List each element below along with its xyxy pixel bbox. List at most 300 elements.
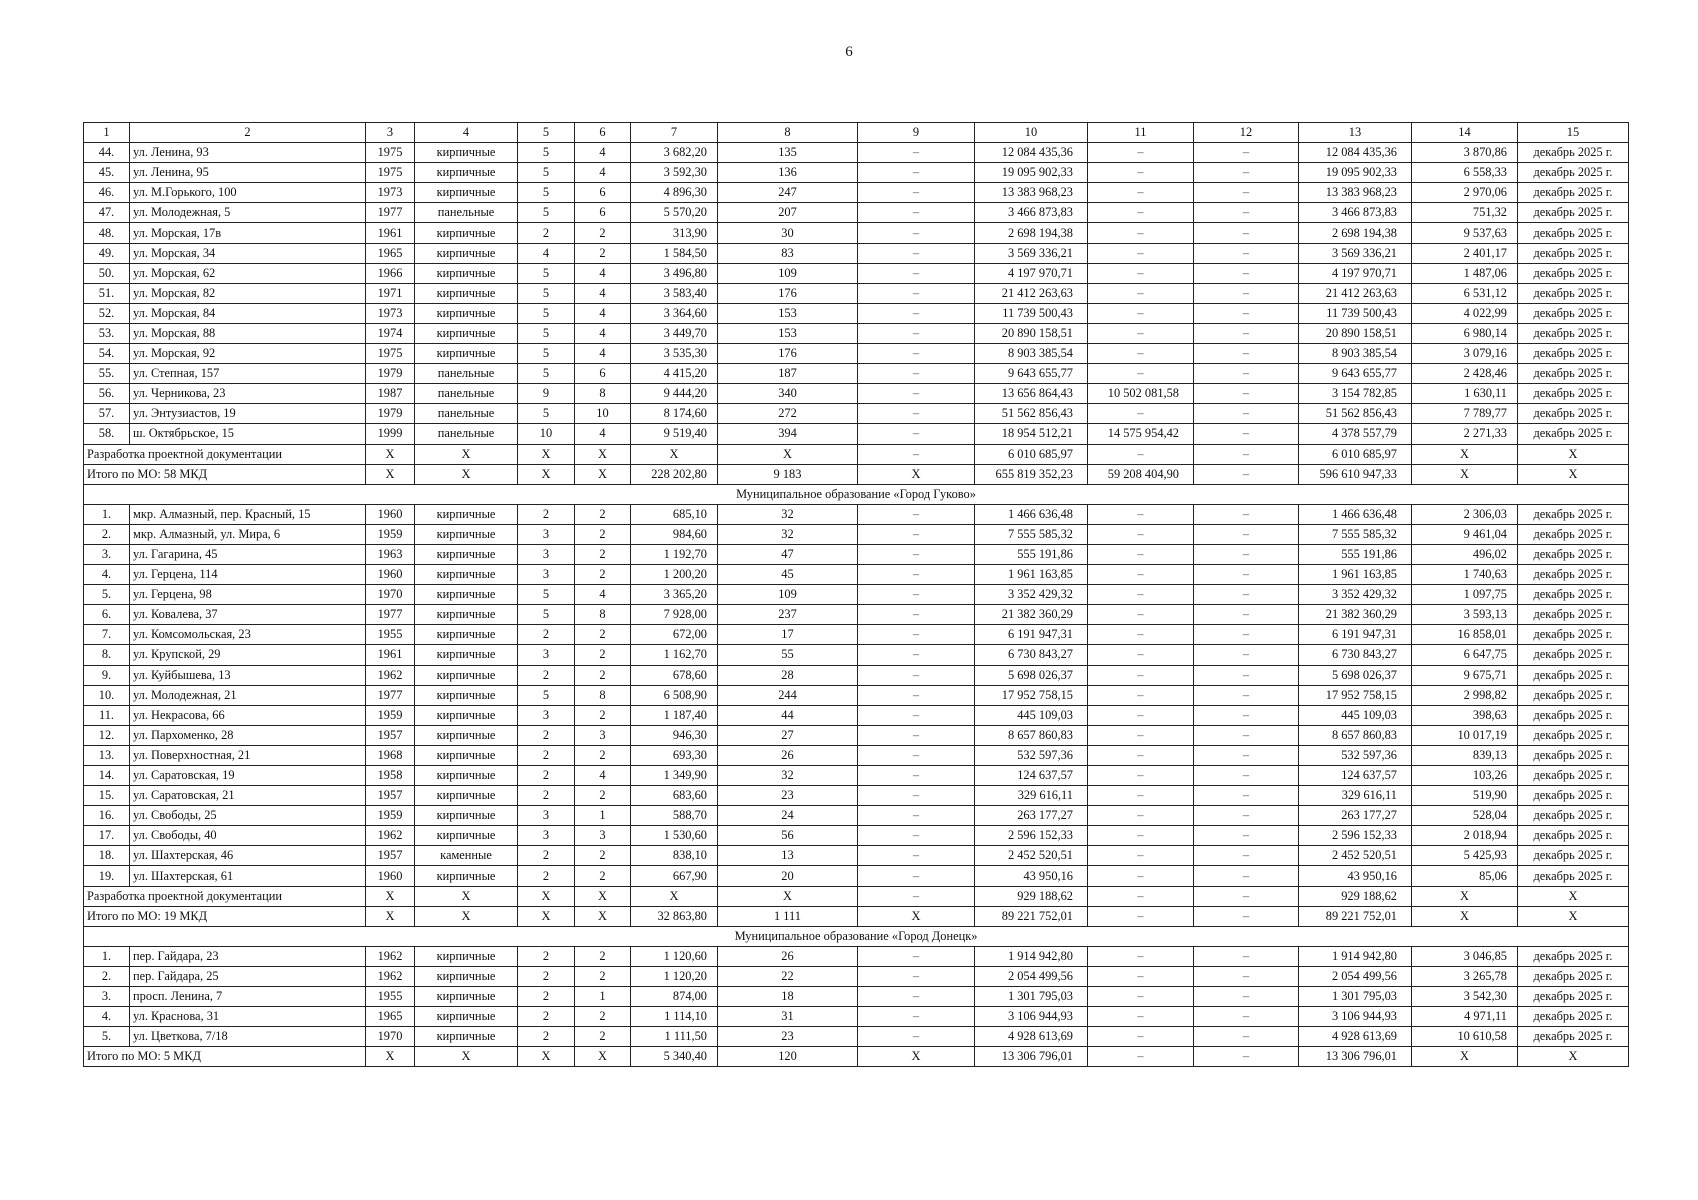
table-cell: декабрь 2025 г. [1518, 645, 1629, 665]
table-cell: – [858, 565, 975, 585]
address-cell: просп. Ленина, 7 [130, 987, 366, 1007]
table-row [84, 323, 1629, 343]
table-cell: 4 896,30 [631, 183, 718, 203]
section-header-row [84, 926, 1629, 946]
table-cell: 5 425,93 [1412, 846, 1518, 866]
table-cell: – [858, 665, 975, 685]
table-cell: 19 095 902,33 [975, 163, 1088, 183]
table-cell: – [1194, 364, 1299, 384]
table-cell: X [1412, 1047, 1518, 1067]
table-cell: – [1194, 504, 1299, 524]
table-cell: 5 [518, 585, 575, 605]
table-cell: 5 340,40 [631, 1047, 718, 1067]
table-cell: 9 519,40 [631, 424, 718, 444]
table-cell: кирпичные [415, 1007, 518, 1027]
table-cell: 6 010 685,97 [975, 444, 1088, 464]
table-row [84, 665, 1629, 685]
table-cell: 1977 [366, 605, 415, 625]
table-cell: 683,60 [631, 786, 718, 806]
table-cell: – [1194, 645, 1299, 665]
table-cell: – [858, 987, 975, 1007]
table-cell: 3 542,30 [1412, 987, 1518, 1007]
table-row [84, 866, 1629, 886]
table-cell: 6. [84, 605, 130, 625]
table-cell: 984,60 [631, 524, 718, 544]
address-cell: ул. Саратовская, 19 [130, 766, 366, 786]
table-cell: 55. [84, 364, 130, 384]
table-cell: 874,00 [631, 987, 718, 1007]
table-cell: 10. [84, 685, 130, 705]
address-cell: ул. Свободы, 25 [130, 806, 366, 826]
table-cell: 4 [575, 766, 631, 786]
table-cell: кирпичные [415, 263, 518, 283]
table-cell: 1959 [366, 524, 415, 544]
table-cell: 1960 [366, 504, 415, 524]
table-cell: 17 952 758,15 [1299, 685, 1412, 705]
table-cell: – [1194, 906, 1299, 926]
table-cell: декабрь 2025 г. [1518, 283, 1629, 303]
table-cell: 16. [84, 806, 130, 826]
table-cell: – [1088, 283, 1194, 303]
table-cell: 4. [84, 565, 130, 585]
address-cell: ул. Некрасова, 66 [130, 705, 366, 725]
table-cell: декабрь 2025 г. [1518, 605, 1629, 625]
table-cell: 103,26 [1412, 766, 1518, 786]
section-header-row [84, 484, 1629, 504]
table-cell: 1 466 636,48 [1299, 504, 1412, 524]
table-cell: 26 [718, 946, 858, 966]
table-cell: X [1412, 906, 1518, 926]
table-cell: декабрь 2025 г. [1518, 203, 1629, 223]
table-cell: 3 496,80 [631, 263, 718, 283]
table-cell: – [1088, 665, 1194, 685]
table-cell: 3 592,30 [631, 163, 718, 183]
table-cell: – [1194, 946, 1299, 966]
table-cell: декабрь 2025 г. [1518, 826, 1629, 846]
table-cell: 1 114,10 [631, 1007, 718, 1027]
table-cell: 596 610 947,33 [1299, 464, 1412, 484]
table-cell: кирпичные [415, 565, 518, 585]
address-cell: ул. Крупской, 29 [130, 645, 366, 665]
table-cell: – [1088, 183, 1194, 203]
table-cell: 2 596 152,33 [975, 826, 1088, 846]
table-cell: – [1194, 404, 1299, 424]
table-cell: – [1088, 323, 1194, 343]
table-cell: 3 352 429,32 [1299, 585, 1412, 605]
table-cell: 1955 [366, 987, 415, 1007]
table-cell: – [858, 183, 975, 203]
address-cell: ул. Молодежная, 5 [130, 203, 366, 223]
table-cell: 3 682,20 [631, 143, 718, 163]
table-cell: – [858, 605, 975, 625]
table-cell: кирпичные [415, 303, 518, 323]
table-cell: кирпичные [415, 806, 518, 826]
table-cell: 26 [718, 745, 858, 765]
table-cell: декабрь 2025 г. [1518, 585, 1629, 605]
table-cell: 3 365,20 [631, 585, 718, 605]
table-cell: 329 616,11 [975, 786, 1088, 806]
table-cell: – [1194, 866, 1299, 886]
table-cell: декабрь 2025 г. [1518, 303, 1629, 323]
table-cell: 20 890 158,51 [1299, 323, 1412, 343]
table-cell: 5 [518, 203, 575, 223]
table-cell: 2 [575, 504, 631, 524]
table-row [84, 786, 1629, 806]
table-cell: 244 [718, 685, 858, 705]
table-cell: 528,04 [1412, 806, 1518, 826]
table-cell: 3 535,30 [631, 344, 718, 364]
table-cell: – [858, 685, 975, 705]
address-cell: ул. Молодежная, 21 [130, 685, 366, 705]
table-cell: – [858, 705, 975, 725]
address-cell: ул. Поверхностная, 21 [130, 745, 366, 765]
address-cell: ул. Гагарина, 45 [130, 544, 366, 564]
table-cell: 8 [575, 605, 631, 625]
table-cell: 11 739 500,43 [1299, 303, 1412, 323]
table-cell: декабрь 2025 г. [1518, 745, 1629, 765]
table-cell: 519,90 [1412, 786, 1518, 806]
table-cell: – [1194, 1027, 1299, 1047]
table-cell: 4 [518, 243, 575, 263]
table-cell: 1973 [366, 303, 415, 323]
table-cell: 89 221 752,01 [975, 906, 1088, 926]
table-cell: 2 [575, 625, 631, 645]
table-cell: 19 095 902,33 [1299, 163, 1412, 183]
table-cell: – [858, 424, 975, 444]
table-cell: – [1088, 826, 1194, 846]
table-row [84, 303, 1629, 323]
address-cell: ул. Морская, 84 [130, 303, 366, 323]
table-cell: – [1088, 946, 1194, 966]
table-cell: 32 [718, 504, 858, 524]
table-cell: 2 [575, 1027, 631, 1047]
table-cell: декабрь 2025 г. [1518, 344, 1629, 364]
table-cell: 4 197 970,71 [975, 263, 1088, 283]
table-cell: – [1194, 524, 1299, 544]
address-cell: ул. Герцена, 98 [130, 585, 366, 605]
table-cell: 57. [84, 404, 130, 424]
table-cell: 2 054 499,56 [1299, 966, 1412, 986]
table-cell: X [575, 464, 631, 484]
table-cell: кирпичные [415, 725, 518, 745]
table-cell: X [1518, 886, 1629, 906]
table-cell: 1 097,75 [1412, 585, 1518, 605]
table-cell: 3 466 873,83 [975, 203, 1088, 223]
table-cell: 52. [84, 303, 130, 323]
table-cell: кирпичные [415, 585, 518, 605]
table-cell: 1959 [366, 806, 415, 826]
table-cell: 18. [84, 846, 130, 866]
summary-label: Разработка проектной документации [84, 886, 366, 906]
column-number-row [84, 123, 1629, 143]
table-cell: кирпичные [415, 987, 518, 1007]
table-cell: – [858, 846, 975, 866]
table-cell: 532 597,36 [1299, 745, 1412, 765]
table-cell: 18 954 512,21 [975, 424, 1088, 444]
table-row [84, 344, 1629, 364]
table-cell: – [1088, 645, 1194, 665]
table-row [84, 1007, 1629, 1027]
column-number-cell: 4 [415, 123, 518, 143]
table-cell: кирпичные [415, 826, 518, 846]
table-cell: 2 [575, 846, 631, 866]
summary-row [84, 464, 1629, 484]
table-cell: 47. [84, 203, 130, 223]
table-cell: – [1194, 605, 1299, 625]
table-cell: кирпичные [415, 1027, 518, 1047]
table-cell: 1 530,60 [631, 826, 718, 846]
table-cell: 1 914 942,80 [975, 946, 1088, 966]
table-cell: декабрь 2025 г. [1518, 404, 1629, 424]
summary-row [84, 906, 1629, 926]
table-cell: 1957 [366, 725, 415, 745]
table-cell: 13 [718, 846, 858, 866]
table-row [84, 605, 1629, 625]
table-cell: 946,30 [631, 725, 718, 745]
table-cell: 1975 [366, 344, 415, 364]
table-cell: 9 183 [718, 464, 858, 484]
address-cell: ул. Комсомольская, 23 [130, 625, 366, 645]
table-cell: декабрь 2025 г. [1518, 866, 1629, 886]
table-cell: 89 221 752,01 [1299, 906, 1412, 926]
table-cell: 2 [575, 243, 631, 263]
table-cell: 14 575 954,42 [1088, 424, 1194, 444]
table-cell: 47 [718, 544, 858, 564]
table-cell: 5. [84, 585, 130, 605]
table-cell: 32 863,80 [631, 906, 718, 926]
table-cell: 5 [518, 303, 575, 323]
table-cell: 14. [84, 766, 130, 786]
municipality-heading: Муниципальное образование «Город Донецк» [84, 926, 1629, 946]
table-cell: кирпичные [415, 625, 518, 645]
table-cell: 2 [518, 1007, 575, 1027]
table-cell: 7 789,77 [1412, 404, 1518, 424]
table-cell: кирпичные [415, 745, 518, 765]
table-cell: 7 928,00 [631, 605, 718, 625]
table-cell: 13. [84, 745, 130, 765]
table-cell: панельные [415, 384, 518, 404]
table-cell: 27 [718, 725, 858, 745]
table-cell: декабрь 2025 г. [1518, 705, 1629, 725]
table-cell: – [1088, 203, 1194, 223]
table-cell: – [858, 725, 975, 745]
table-cell: – [1088, 544, 1194, 564]
table-cell: – [1088, 685, 1194, 705]
table-cell: 176 [718, 344, 858, 364]
table-cell: 11 739 500,43 [975, 303, 1088, 323]
table-cell: 1 200,20 [631, 565, 718, 585]
table-cell: X [575, 906, 631, 926]
table-cell: 2 [575, 966, 631, 986]
summary-label: Разработка проектной документации [84, 444, 366, 464]
table-cell: 6 [575, 183, 631, 203]
table-cell: 83 [718, 243, 858, 263]
table-cell: 109 [718, 263, 858, 283]
table-cell: 3 569 336,21 [1299, 243, 1412, 263]
table-cell: 6 730 843,27 [1299, 645, 1412, 665]
table-cell: – [1194, 745, 1299, 765]
table-cell: – [1088, 364, 1194, 384]
table-cell: 5 [518, 143, 575, 163]
table-cell: декабрь 2025 г. [1518, 183, 1629, 203]
table-cell: 2 452 520,51 [1299, 846, 1412, 866]
table-cell: 2 [518, 846, 575, 866]
table-row [84, 745, 1629, 765]
table-cell: 30 [718, 223, 858, 243]
table-cell: 1 192,70 [631, 544, 718, 564]
table-cell: 9 461,04 [1412, 524, 1518, 544]
table-cell: 2 [575, 866, 631, 886]
table-cell: 555 191,86 [975, 544, 1088, 564]
table-cell: 555 191,86 [1299, 544, 1412, 564]
table-cell: 21 412 263,63 [1299, 283, 1412, 303]
table-cell: – [858, 866, 975, 886]
address-cell: ул. Энтузиастов, 19 [130, 404, 366, 424]
table-cell: 2 [575, 786, 631, 806]
address-cell: ул. Степная, 157 [130, 364, 366, 384]
table-cell: 2 [575, 223, 631, 243]
table-cell: 2 428,46 [1412, 364, 1518, 384]
table-cell: – [1194, 544, 1299, 564]
table-cell: кирпичные [415, 183, 518, 203]
table-cell: 187 [718, 364, 858, 384]
table-cell: – [1088, 906, 1194, 926]
summary-label: Итого по МО: 58 МКД [84, 464, 366, 484]
table-cell: – [858, 223, 975, 243]
address-cell: ул. Свободы, 40 [130, 826, 366, 846]
table-row [84, 846, 1629, 866]
column-number-cell: 11 [1088, 123, 1194, 143]
table-cell: 13 306 796,01 [1299, 1047, 1412, 1067]
table-cell: 5 [518, 344, 575, 364]
table-cell: X [1518, 906, 1629, 926]
table-cell: 6 [575, 364, 631, 384]
table-cell: X [518, 1047, 575, 1067]
table-cell: 13 656 864,43 [975, 384, 1088, 404]
table-cell: 2 [518, 766, 575, 786]
table-cell: X [1518, 464, 1629, 484]
table-cell: 1960 [366, 866, 415, 886]
table-cell: – [1088, 886, 1194, 906]
table-cell: 3 352 429,32 [975, 585, 1088, 605]
table-cell: 8. [84, 645, 130, 665]
table-cell: – [858, 323, 975, 343]
table-cell: 207 [718, 203, 858, 223]
table-cell: 1962 [366, 826, 415, 846]
table-cell: 1971 [366, 283, 415, 303]
table-cell: 17. [84, 826, 130, 846]
table-cell: 10 [575, 404, 631, 424]
municipality-heading: Муниципальное образование «Город Гуково» [84, 484, 1629, 504]
table-cell: 3 870,86 [1412, 143, 1518, 163]
table-cell: 1. [84, 504, 130, 524]
table-cell: 4 [575, 163, 631, 183]
table-cell: 838,10 [631, 846, 718, 866]
table-cell: декабрь 2025 г. [1518, 725, 1629, 745]
table-cell: 5 [518, 404, 575, 424]
table-cell: декабрь 2025 г. [1518, 1007, 1629, 1027]
table-cell: 1970 [366, 585, 415, 605]
table-cell: 22 [718, 966, 858, 986]
table-cell: – [1194, 846, 1299, 866]
table-cell: кирпичные [415, 766, 518, 786]
table-cell: 4 [575, 424, 631, 444]
table-cell: 48. [84, 223, 130, 243]
table-cell: – [858, 303, 975, 323]
table-cell: 5 698 026,37 [975, 665, 1088, 685]
table-cell: 10 017,19 [1412, 725, 1518, 745]
table-cell: декабрь 2025 г. [1518, 263, 1629, 283]
address-cell: ул. Краснова, 31 [130, 1007, 366, 1027]
table-cell: 5 [518, 364, 575, 384]
table-cell: 3 [575, 725, 631, 745]
table-cell: – [1088, 806, 1194, 826]
table-cell: 24 [718, 806, 858, 826]
table-row [84, 1027, 1629, 1047]
table-cell: 4 [575, 143, 631, 163]
table-cell: – [1194, 766, 1299, 786]
table-cell: 6 508,90 [631, 685, 718, 705]
table-cell: – [1088, 263, 1194, 283]
table-cell: 3 [518, 565, 575, 585]
table-cell: 9. [84, 665, 130, 685]
address-cell: мкр. Алмазный, ул. Мира, 6 [130, 524, 366, 544]
table-cell: декабрь 2025 г. [1518, 966, 1629, 986]
table-cell: 263 177,27 [1299, 806, 1412, 826]
table-cell: – [1194, 444, 1299, 464]
table-cell: – [1088, 143, 1194, 163]
table-cell: 1 120,60 [631, 946, 718, 966]
table-row [84, 766, 1629, 786]
table-cell: кирпичные [415, 283, 518, 303]
table-cell: панельные [415, 424, 518, 444]
table-cell: 7. [84, 625, 130, 645]
table-cell: 1 111 [718, 906, 858, 926]
table-row [84, 685, 1629, 705]
table-cell: – [1194, 183, 1299, 203]
table-cell: 496,02 [1412, 544, 1518, 564]
table-cell: панельные [415, 203, 518, 223]
table-cell: 1 349,90 [631, 766, 718, 786]
table-cell: 15. [84, 786, 130, 806]
table-cell: 2 [518, 223, 575, 243]
table-cell: кирпичные [415, 645, 518, 665]
table-cell: 3 079,16 [1412, 344, 1518, 364]
table-cell: – [1194, 585, 1299, 605]
table-cell: 272 [718, 404, 858, 424]
table-cell: 247 [718, 183, 858, 203]
table-cell: 2 271,33 [1412, 424, 1518, 444]
table-cell: 51. [84, 283, 130, 303]
table-cell: 3 154 782,85 [1299, 384, 1412, 404]
table-cell: 394 [718, 424, 858, 444]
summary-row [84, 444, 1629, 464]
column-number-cell: 13 [1299, 123, 1412, 143]
table-cell: 1960 [366, 565, 415, 585]
table-cell: X [858, 1047, 975, 1067]
table-cell: 9 675,71 [1412, 665, 1518, 685]
table-cell: 4 928 613,69 [1299, 1027, 1412, 1047]
table-cell: 2 [575, 565, 631, 585]
table-cell: 23 [718, 786, 858, 806]
table-cell: 1962 [366, 966, 415, 986]
table-cell: – [1088, 705, 1194, 725]
table-cell: 672,00 [631, 625, 718, 645]
table-row [84, 283, 1629, 303]
table-cell: 3 046,85 [1412, 946, 1518, 966]
table-cell: – [1088, 1007, 1194, 1027]
table-cell: 4 971,11 [1412, 1007, 1518, 1027]
